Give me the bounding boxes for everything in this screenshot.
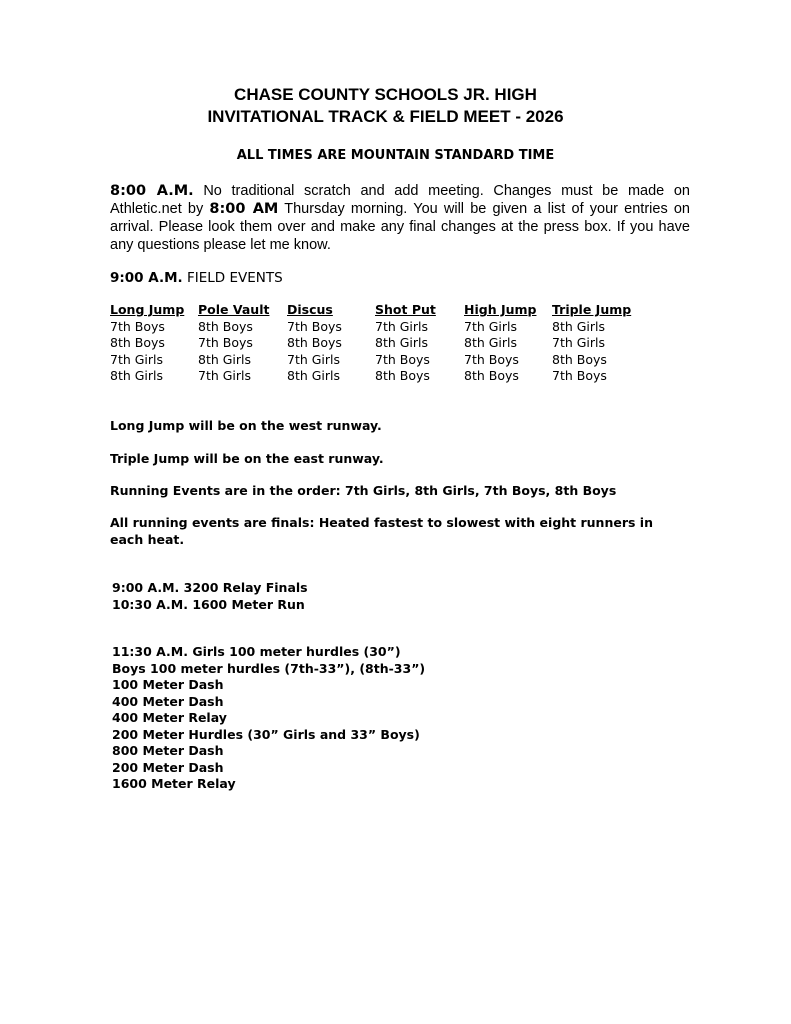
- table-cell: 7th Girls: [287, 351, 341, 367]
- table-cell: 7th Girls: [552, 335, 606, 350]
- schedule-item: 200 Meter Dash: [112, 759, 224, 775]
- column-header: High Jump: [464, 302, 537, 317]
- schedule-item: 1600 Meter Relay: [112, 776, 236, 791]
- table-cell: 8th Boys: [464, 368, 519, 383]
- finals-note: All running events are finals: Heated fastest to slowest with eight runners in each heat.: [110, 515, 653, 547]
- table-cell: 7th Boys: [198, 335, 253, 350]
- field-events-label: FIELD EVENTS: [182, 270, 283, 286]
- late-schedule: [112, 644, 425, 793]
- table-cell: 8th Girls: [110, 368, 164, 383]
- document-title-line-2: INVITATIONAL TRACK & FIELD MEET - 2026: [207, 107, 564, 126]
- table-cell: 7th Boys: [375, 351, 430, 367]
- field-event-column: [110, 302, 184, 385]
- intro-text-1: No traditional scratch and add meeting. Changes must be made on Athletic.net by: [110, 183, 690, 217]
- table-cell: 8th Girls: [198, 351, 252, 367]
- schedule-item: 400 Meter Dash: [112, 693, 224, 709]
- schedule-item: 9:00 A.M. 3200 Relay Finals: [112, 580, 308, 595]
- early-schedule: [112, 580, 308, 613]
- table-cell: 8th Boys: [110, 335, 165, 350]
- table-cell: 7th Girls: [110, 351, 164, 367]
- intro-text-2: Thursday morning. You will be given a list of your entries on arrival. Please look them over and make any final changes at the press box. If you have any questions please let me know.: [110, 201, 691, 253]
- table-cell: 8th Boys: [198, 318, 253, 334]
- triple-jump-note: Triple Jump will be on the east runway.: [110, 451, 384, 466]
- table-cell: 7th Girls: [464, 318, 518, 334]
- table-cell: 8th Girls: [375, 335, 429, 350]
- field-events-heading: [110, 270, 283, 286]
- field-event-column: [198, 302, 269, 385]
- table-cell: 7th Boys: [110, 318, 165, 334]
- intro-paragraph: [110, 182, 690, 254]
- table-cell: 8th Girls: [287, 368, 341, 383]
- field-event-column: [375, 302, 436, 385]
- field-event-column: [287, 302, 342, 385]
- table-cell: 7th Boys: [464, 351, 519, 367]
- schedule-item: 10:30 A.M. 1600 Meter Run: [112, 596, 305, 612]
- table-cell: 8th Boys: [375, 368, 430, 383]
- column-header: Shot Put: [375, 302, 436, 317]
- table-cell: 7th Boys: [287, 318, 342, 334]
- long-jump-note: Long Jump will be on the west runway.: [110, 418, 382, 433]
- field-event-column: [552, 302, 631, 385]
- table-cell: 7th Girls: [198, 368, 252, 383]
- field-event-column: [464, 302, 536, 385]
- schedule-item: Boys 100 meter hurdles (7th-33”), (8th-33”): [112, 660, 426, 676]
- column-header: Long Jump: [110, 302, 185, 317]
- schedule-item: 11:30 A.M. Girls 100 meter hurdles (30”): [112, 644, 401, 659]
- table-cell: 7th Girls: [375, 318, 429, 334]
- document-title-line-1: CHASE COUNTY SCHOOLS JR. HIGH: [234, 85, 537, 104]
- intro-time: 8:00 A.M.: [110, 183, 194, 199]
- schedule-item: 800 Meter Dash: [112, 743, 224, 758]
- field-events-time: 9:00 A.M.: [110, 270, 183, 286]
- table-cell: 8th Boys: [287, 335, 342, 350]
- column-header: Pole Vault: [198, 302, 270, 317]
- table-cell: 7th Boys: [552, 368, 607, 383]
- column-header: Triple Jump: [552, 302, 632, 317]
- column-header: Discus: [287, 302, 333, 317]
- schedule-item: 400 Meter Relay: [112, 710, 227, 725]
- intro-deadline: 8:00 AM: [209, 201, 279, 217]
- schedule-item: 100 Meter Dash: [112, 677, 224, 692]
- schedule-item: 200 Meter Hurdles (30” Girls and 33” Boys): [112, 726, 420, 742]
- time-zone-notice: ALL TIMES ARE MOUNTAIN STANDARD TIME: [236, 148, 555, 163]
- table-cell: 8th Boys: [552, 351, 607, 367]
- running-order-note: Running Events are in the order: 7th Girls, 8th Girls, 7th Boys, 8th Boys: [110, 483, 617, 498]
- table-cell: 8th Girls: [464, 335, 518, 350]
- table-cell: 8th Girls: [552, 318, 606, 334]
